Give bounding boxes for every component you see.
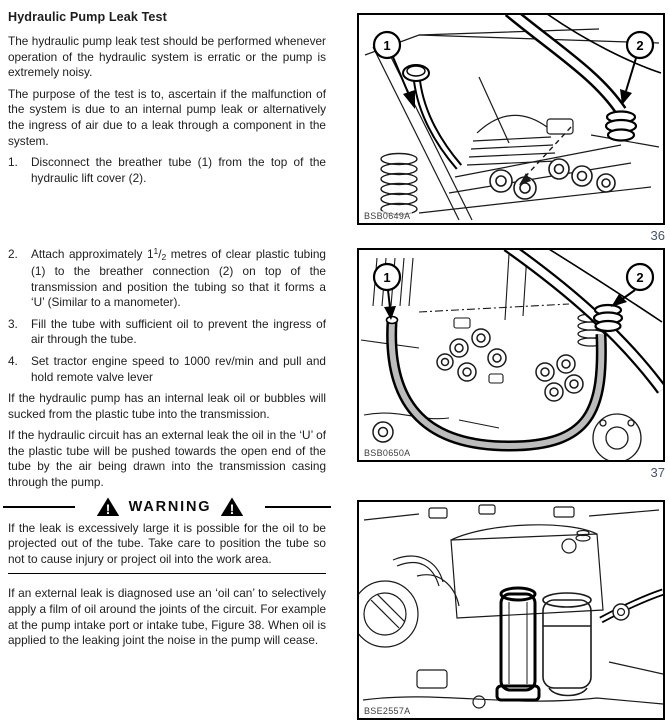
engine-line-art-37	[359, 250, 663, 460]
step-item-4	[8, 354, 326, 385]
intake-tube	[501, 594, 535, 690]
step-text-body: Set tractor engine speed to 1000 rev/min and pull and hold remote valve lever	[31, 353, 326, 384]
figure-37	[357, 248, 665, 462]
figure-38	[357, 500, 665, 720]
step-item-1	[8, 155, 326, 186]
fraction-denominator: 2	[161, 251, 167, 262]
step-item-2	[8, 247, 326, 310]
photo-id-label: BSB0649A	[364, 211, 411, 221]
engine-line-art-36	[359, 15, 663, 223]
step-text-body: Attach approximately 1	[31, 247, 154, 262]
fraction-slash: /	[158, 247, 162, 262]
step-text	[31, 354, 326, 385]
step-item-3	[8, 317, 326, 348]
step-text	[31, 247, 326, 310]
result-paragraph-external-leak: If the hydraulic circuit has an external leak the oil in the ‘U’ of the plastic tube will be pushed towards the open end of the tube by the air being drawn into the transmission casing through the pump.	[8, 428, 326, 490]
warning-triangle-icon	[220, 497, 244, 517]
callout-2-number: 2	[636, 38, 644, 53]
step-number: 3.	[8, 316, 18, 331]
text-column	[8, 10, 326, 655]
section-divider	[8, 573, 326, 574]
fraction-numerator: 1	[153, 246, 159, 257]
step-number: 1.	[8, 155, 18, 170]
result-paragraph-internal-leak: If the hydraulic pump has an internal leak oil or bubbles will sucked from the plastic tube into the transmission.	[8, 391, 326, 421]
figure-number-37: 37	[650, 465, 665, 480]
callout-2-badge	[627, 32, 653, 58]
section-heading: Hydraulic Pump Leak Test	[8, 10, 167, 24]
photo-id-label: BSB0650A	[364, 448, 411, 458]
step-text	[31, 317, 326, 348]
callout-1-number: 1	[383, 270, 391, 285]
step-number: 2.	[8, 247, 18, 262]
callout-1-badge	[374, 32, 400, 58]
step-number: 4.	[8, 353, 18, 368]
intro-paragraph-1: The hydraulic pump leak test should be performed whenever operation of the hydraulic system is erratic or the pump is extremely noisy.	[8, 34, 326, 80]
callout-2-badge	[627, 264, 653, 290]
step-text-body: Disconnect the breather tube (1) from the top of the hydraulic lift cover (2).	[31, 155, 326, 185]
figure-36	[357, 13, 665, 225]
warning-text: If the leak is excessively large it is possible for the oil to be projected out of the tube. Take care to position the tube so not to cause injury or project oil into the work area.	[8, 520, 326, 566]
warning-rule-right	[265, 506, 331, 508]
warning-exclamation: !	[105, 501, 110, 517]
engine-line-art-38	[359, 502, 663, 718]
warning-exclamation: !	[230, 501, 235, 517]
step-text	[31, 155, 326, 186]
warning-rule-left	[3, 506, 75, 508]
warning-header	[8, 497, 326, 517]
intro-paragraph-2: The purpose of the test is to, ascertain if the malfunction of the system is due to an internal pump leak or alternatively the ingress of air due to a leak through a component in the system.	[8, 86, 326, 148]
warning-triangle-icon	[96, 497, 120, 517]
photo-id-label: BSE2557A	[364, 706, 411, 716]
step-text-body: metres of clear plastic tubing (1) to the breather connection (2) on top of the transmission and position the tubing so that it forms a ‘U’ (Similar to a manometer).	[31, 247, 326, 310]
callout-2-number: 2	[636, 270, 644, 285]
callout-1-badge	[374, 264, 400, 290]
step-text-body: Fill the tube with sufficient oil to prevent the ingress of air through the tube.	[31, 316, 326, 347]
callout-1-number: 1	[383, 38, 391, 53]
closing-paragraph: If an external leak is diagnosed use an ‘oil can’ to selectively apply a film of oil around the joints of the circuit. For example at the pump intake port or intake tube, Figure 38. When oil is applied to the leaking joint the noise in the pump will cease.	[8, 586, 326, 648]
warning-label: WARNING	[128, 498, 212, 515]
figure-number-36: 36	[650, 228, 665, 243]
